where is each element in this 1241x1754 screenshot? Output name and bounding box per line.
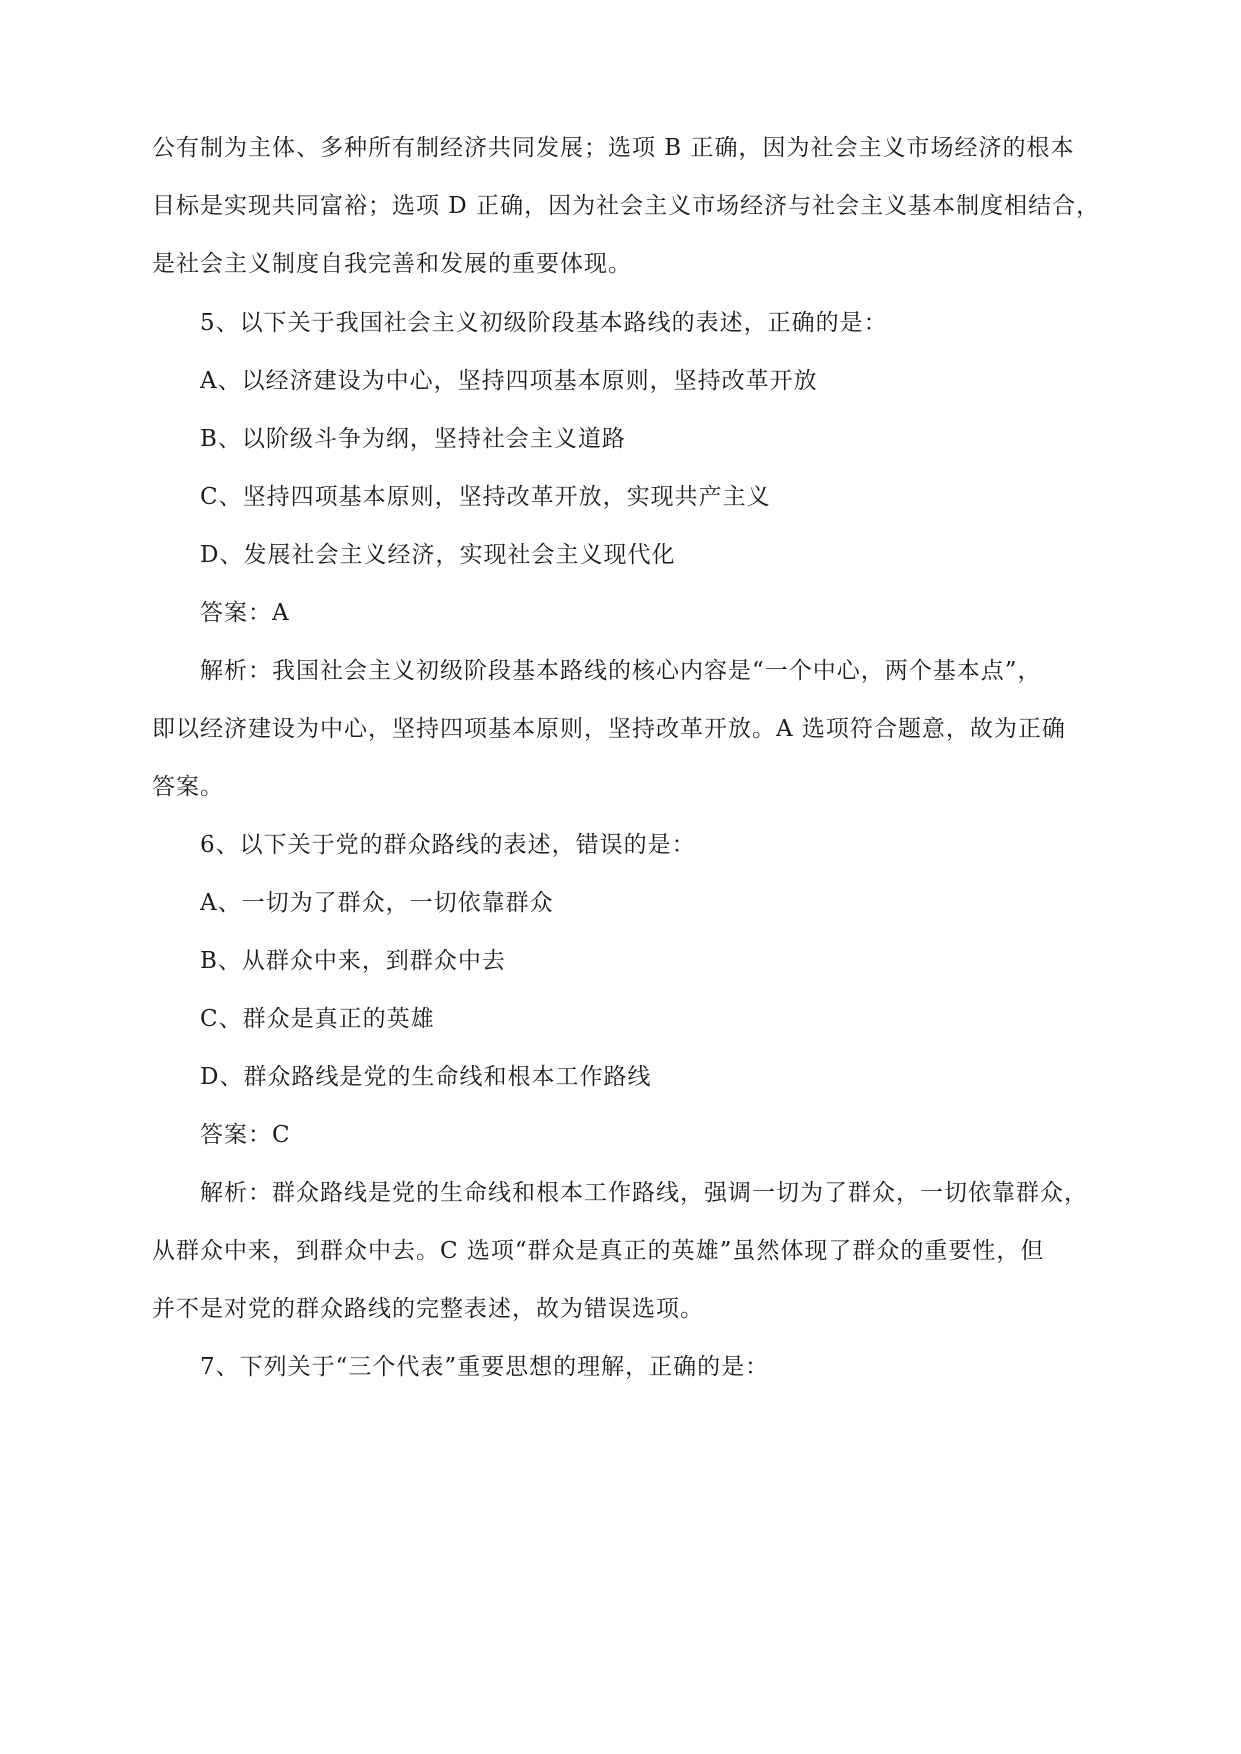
question-5-option-c: C、坚持四项基本原则，坚持改革开放，实现共产主义	[200, 484, 771, 510]
paragraph-line: 目标是实现共同富裕；选项 D 正确，因为社会主义市场经济与社会主义基本制度相结合，	[152, 193, 1101, 219]
question-6-analysis: 从群众中来，到群众中去。C 选项“群众是真正的英雄”虽然体现了群众的重要性，但	[152, 1238, 1045, 1264]
question-6-stem: 6、以下关于党的群众路线的表述，错误的是：	[200, 832, 696, 858]
question-5-stem: 5、以下关于我国社会主义初级阶段基本路线的表述，正确的是：	[200, 310, 888, 336]
question-5-answer: 答案：A	[200, 600, 290, 626]
question-5-analysis: 解析：我国社会主义初级阶段基本路线的核心内容是“一个中心，两个基本点”，	[200, 658, 1042, 684]
question-5-analysis: 答案。	[152, 774, 224, 800]
question-6-answer: 答案：C	[200, 1122, 291, 1148]
question-5-option-b: B、以阶级斗争为纲，坚持社会主义道路	[200, 426, 626, 452]
question-6-option-d: D、群众路线是党的生命线和根本工作路线	[200, 1064, 652, 1090]
question-6-analysis: 解析：群众路线是党的生命线和根本工作路线，强调一切为了群众，一切依靠群众，	[200, 1180, 1088, 1206]
question-6-option-a: A、一切为了群众，一切依靠群众	[200, 890, 554, 916]
question-7-stem: 7、下列关于“三个代表”重要思想的理解，正确的是：	[200, 1354, 770, 1380]
paragraph-line: 公有制为主体、多种所有制经济共同发展；选项 B 正确，因为社会主义市场经济的根本	[152, 135, 1075, 161]
paragraph-line: 是社会主义制度自我完善和发展的重要体现。	[152, 251, 632, 277]
question-6-option-b: B、从群众中来，到群众中去	[200, 948, 506, 974]
question-6-option-c: C、群众是真正的英雄	[200, 1006, 435, 1032]
question-6-analysis: 并不是对党的群众路线的完整表述，故为错误选项。	[152, 1296, 704, 1322]
question-5-analysis: 即以经济建设为中心，坚持四项基本原则，坚持改革开放。A 选项符合题意，故为正确	[152, 716, 1066, 742]
question-5-option-d: D、发展社会主义经济，实现社会主义现代化	[200, 542, 676, 568]
question-5-option-a: A、以经济建设为中心，坚持四项基本原则，坚持改革开放	[200, 368, 818, 394]
